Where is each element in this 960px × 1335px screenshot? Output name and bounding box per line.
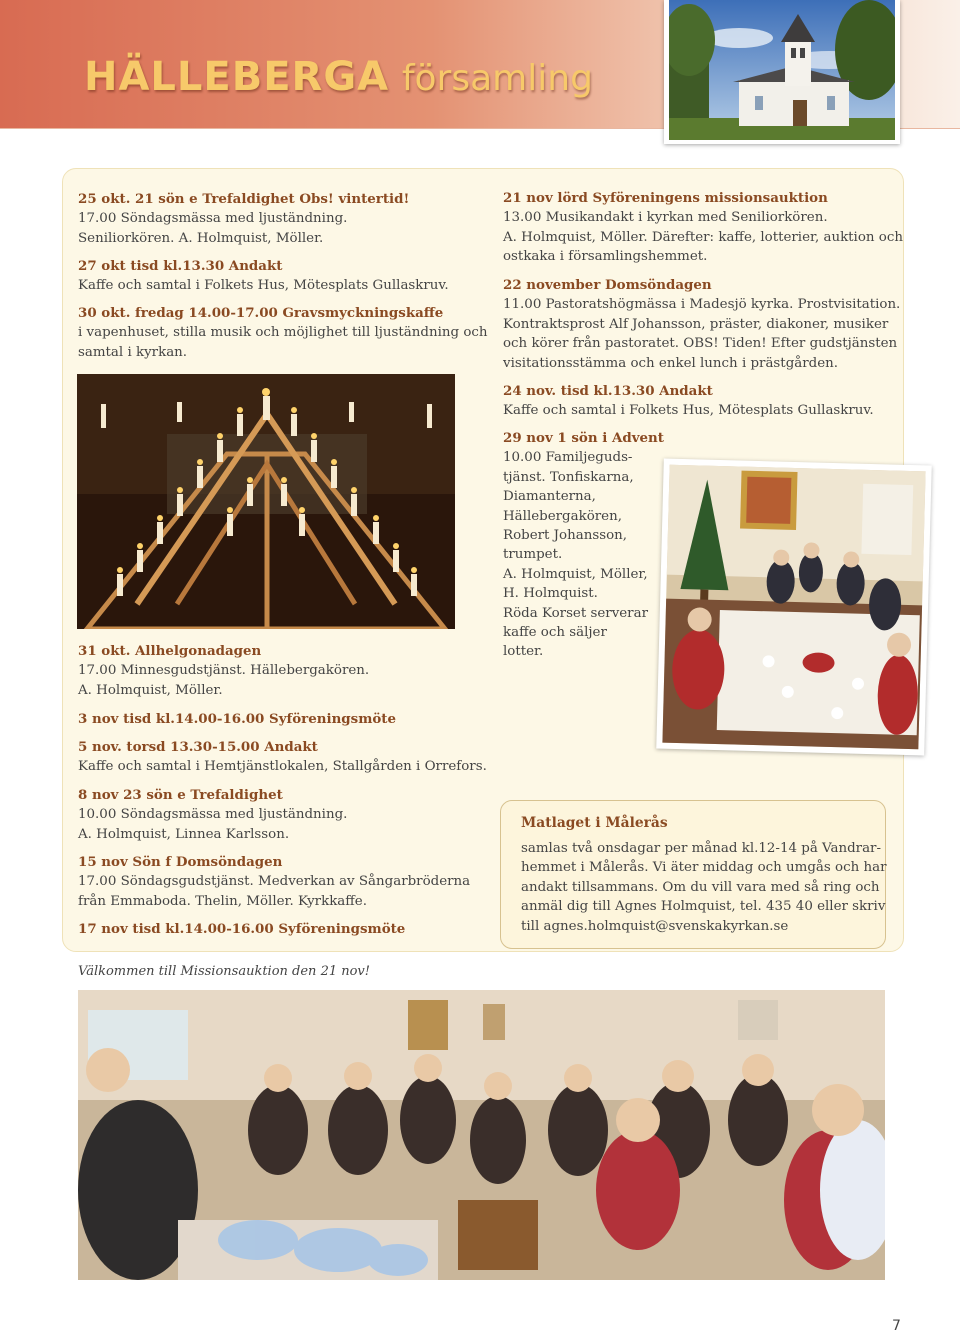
page-title: HÄLLEBERGA församling [84,54,593,100]
advent-coffee-photo [656,459,931,756]
event-5-nov: 5 nov. torsd 13.30-15.00 Andakt Kaffe och samtal i Hemtjänstlokalen, Stallgården i Orrefors. [78,739,487,775]
page-number: 7 [892,1318,901,1334]
photo-caption: Välkommen till Missionsauktion den 21 nov! [78,964,371,979]
missionsauktion-photo [78,990,885,1280]
church-photo [664,0,900,144]
matlaget-heading: Matlaget i Målerås [521,815,668,831]
event-22-nov: 22 november Domsöndagen 11.00 Pastoratshögmässa i Madesjö kyrka. Prostvisitation. Kontraktsprost Alf Johansson, präster, diakoner, musiker och körer från pastoratet. OBS! Tiden! Efter gudstjänsten visitationsstämma och enkel lunch i prästgården. [503,277,901,371]
event-21-nov: 21 nov lörd Syföreningens missionsauktion 13.00 Musikandakt i kyrkan med Seniliorkören. A. Holmquist, Möller. Därefter: kaffe, lotterier, auktion och ostkaka i församlingshemmet. [503,190,903,265]
event-17-nov: 17 nov tisd kl.14.00-16.00 Syföreningsmöte [78,921,406,937]
event-27-okt: 27 okt tisd kl.13.30 Andakt Kaffe och samtal i Folkets Hus, Mötesplats Gullaskruv. [78,258,449,294]
candelabra-photo [77,374,455,629]
event-31-okt: 31 okt. Allhelgonadagen 17.00 Minnesgudstjänst. Hällebergakören. A. Holmquist, Möller. [78,643,370,698]
event-25-okt: 25 okt. 21 sön e Trefaldighet Obs! vintertid! 17.00 Söndagsmässa med ljuständning. Seniliorkören. A. Holmquist, Möller. [78,191,410,246]
event-30-okt: 30 okt. fredag 14.00-17.00 Gravsmyckningskaffe i vapenhuset, stilla musik och möjlighet till ljuständning och samtal i kyrkan. [78,305,488,360]
matlaget-box [500,800,886,949]
event-24-nov: 24 nov. tisd kl.13.30 Andakt Kaffe och samtal i Folkets Hus, Mötesplats Gullaskruv. [503,383,874,419]
event-29-nov: 29 nov 1 sön i Advent 10.00 Familjeguds- tjänst. Tonfiskarna, Diamanterna, Hällebergakören, Robert Johansson, trumpet. A. Holmquist, Möller, H. Holmquist. Röda Korset serverar kaffe och säljer lotter. [503,430,664,660]
event-15-nov: 15 nov Sön f Domsöndagen 17.00 Söndagsgudstjänst. Medverkan av Sångarbröderna från Emmaboda. Thelin, Möller. Kyrkkaffe. [78,854,471,909]
matlaget-text: samlas två onsdagar per månad kl.12-14 på Vandrar- hemmet i Målerås. Vi äter middag och umgås och har andakt tillsammans. Om du vill vara med så ring och anmäl dig till Agnes Holmquist, tel. 435 40 eller skriv till agnes.holmquist@svenskakyrkan.se [521,841,887,934]
event-8-nov: 8 nov 23 sön e Trefaldighet 10.00 Söndagsmässa med ljuständning. A. Holmquist, Linnea Karlsson. [78,787,348,842]
event-3-nov: 3 nov tisd kl.14.00-16.00 Syföreningsmöte [78,711,397,727]
